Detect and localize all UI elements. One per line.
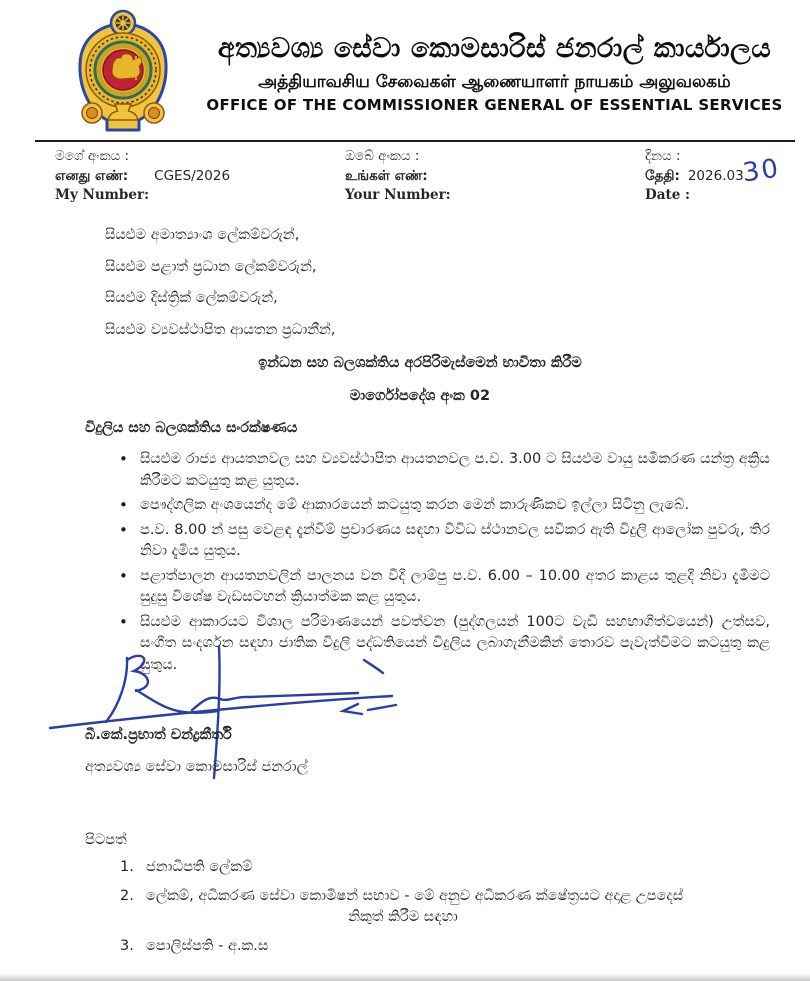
handwritten-date-day: 30 (741, 153, 783, 189)
copy-item-text: පොලිස්පති - අ.ක.ස (146, 938, 269, 954)
recipient-list (105, 228, 335, 354)
copies-heading: පිටපත් (85, 832, 127, 848)
my-number-block (55, 147, 230, 206)
office-title-tamil: அத்தியாவசிய சேவைகள் ஆணையாளர் நாயகம் அலுவலகம் (258, 72, 731, 92)
directive-list (103, 449, 770, 679)
letterhead-titles (184, 8, 795, 140)
copy-item-number: 3. (120, 938, 134, 954)
signatory-title: අත්‍යවශ්‍ය සේවා කොමසාරිස් ජනරාල් (85, 759, 308, 775)
letterhead (62, 8, 795, 140)
office-title-sinhala: අත්‍යවශ්‍ය සේවා කොමසාරිස් ජනරාල් කාර්යාලය (217, 33, 772, 64)
date-printed-value: 2026.03. (687, 167, 748, 184)
your-number-block (345, 147, 451, 206)
recipient-line: සියළුම දිස්ත්‍රික් ලේකම්වරුන්, (105, 290, 278, 306)
copy-item (120, 857, 720, 878)
sri-lanka-emblem-icon (62, 8, 184, 140)
signatory-name: බී.කේ.ප්‍රභාත් චන්ද්‍රකීර්ති (85, 727, 232, 743)
date-label-tamil: தேதி: (645, 167, 680, 184)
copy-item (120, 936, 720, 957)
copy-item-number: 1. (120, 859, 134, 875)
office-title-english: OFFICE OF THE COMMISSIONER GENERAL OF ESSENTIAL SERVICES (206, 96, 783, 114)
copy-item-number: 2. (120, 888, 134, 904)
directive-item: • පෞද්ගලික අංශයෙන්ද මේ ආකාරයෙන් කටයුතු කරන මෙන් කාරුණිකව ඉල්ලා සිටිනු ලැබේ. (103, 495, 770, 517)
header-divider (35, 140, 795, 142)
subject-line-1: ඉන්ධන සහ බලශක්තිය අරපිරිමැස්මෙන් භාවිතා කිරීම (258, 355, 582, 371)
subject-line-2: මාර්ගෝපදේශ අංක 02 (349, 388, 491, 404)
your-number-label-english: Your Number: (345, 187, 451, 203)
recipient-line: සියළුම අමාත්‍යාංශ ලේකම්වරුන්, (105, 227, 300, 243)
recipient-line: සියළුම පළාත් ප්‍රධාන ලේකම්වරුන්, (105, 258, 317, 275)
date-label-sinhala: දිනය : (645, 148, 681, 164)
scan-bottom-edge (0, 973, 810, 981)
your-number-label-tamil: உங்கள் எண்: (345, 167, 428, 184)
directive-item: • පළාත්පාලන ආයතනවලින් පාලනය වන වීදි ලාම්පු ප.ව. 6.00 – 10.00 අතර කාළය තුළදී නිවා දැමීමට සුදුසු විශේෂ වැඩසටහන් ක්‍රියාත්මක කළ යුතුය. (103, 566, 770, 609)
your-number-label-sinhala: ඔබේ අංකය : (345, 148, 420, 164)
date-block (645, 147, 748, 206)
date-label-english: Date : (645, 187, 690, 203)
directive-item: • සියළුම ආකාරයට විශාල පරිමාණයෙන් පවත්වන (පුද්ගලයන් 100ට වැඩි සහභාගිත්වයෙන්) උත්සව, සංගීත සංදර්ශන සඳහා ජාතික විදුලි පද්ධතියෙන් විදුලිය ලබාගැනීමකින් තොරව පැවැත්වීමට කටයුතු කළ යුතුය. (103, 612, 770, 677)
copy-item-text (146, 886, 720, 928)
directive-item: • ප.ව. 8.00 න් පසු වෙළඳ දැන්වීම් ප්‍රචාරණය සඳහා විවිධ ස්ථානවල සවිකර ඇති විදුලි ආලෝක පුවරු, තිර නිවා දැමිය යුතුය. (103, 520, 770, 563)
my-number-label-english: My Number: (55, 187, 150, 203)
recipient-line: සියළුම ව්‍යවස්ථාපිත ආයතන ප්‍රධානීන්, (105, 321, 336, 338)
directive-item: • සියළුම රාජ්‍ය ආයතනවල සහ ව්‍යවස්ථාපිත ආයතනවල ප.ව. 3.00 ට සියළුම වායු සමීකරණ යන්ත්‍ර අක්‍රිය කිරීමට කටයුතු කළ යුතුය. (103, 449, 770, 492)
copies-list (120, 857, 720, 965)
section-heading: විදුලිය සහ බලශක්තිය සංරක්ෂණය (85, 420, 298, 436)
copy-item-text: ජනාධිපති ලේකම් (146, 859, 253, 875)
copy-item-continuation: නිකුත් කිරීම සඳහා (348, 909, 458, 925)
copy-item-text-line: ලේකම්, අධිකරණ සේවා කොමිෂන් සභාව - මේ අනුව අධිකරණ ක්ෂේත්‍රයට අදාළ උපදෙස් (146, 888, 684, 904)
my-number-label-tamil: எனது எண்: (55, 167, 129, 184)
my-number-label-sinhala: මගේ අංකය : (55, 148, 130, 164)
copy-item (120, 886, 720, 928)
my-number-value: CGES/2026 (154, 167, 231, 184)
